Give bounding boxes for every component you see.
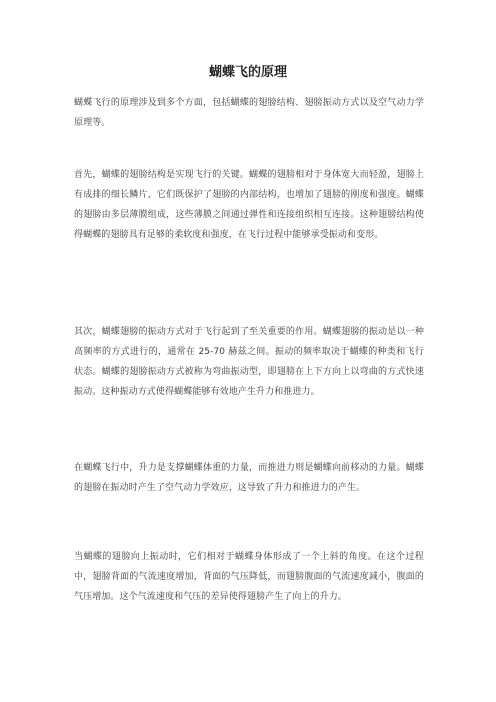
document-title: 蝴蝶飞的原理 <box>208 65 287 80</box>
paragraph-wing-vibration: 其次，蝴蝶翅膀的振动方式对于飞行起到了至关重要的作用。蝴蝶翅膀的振动是以一种高频率的方式进行的，通常在 25-70 赫兹之间。振动的频率取决于蝴蝶的种类和飞行状态。蝴蝶的翅膀振动方式被称为弯曲振动型，即翅膀在上下方向上以弯曲的方式快速振动。这种振动方式使得蝴蝶能够有效地产生升力和推进力。 <box>74 327 424 397</box>
paragraph-wing-structure: 首先，蝴蝶的翅膀结构是实现飞行的关键。蝴蝶的翅膀相对于身体宽大而轻盈，翅膀上有成排的细长鳞片，它们既保护了翅膀的内部结构，也增加了翅膀的刚度和强度。蝴蝶的翅膀由多层薄膜组成，这些薄膜之间通过弹性和连接组织相互连接。这种翅膀结构使得蝴蝶的翅膀具有足够的柔软度和强度，在飞行过程中能够承受振动和变形。 <box>74 170 424 240</box>
paragraph-lift-thrust: 在蝴蝶飞行中，升力是支撑蝴蝶体重的力量，而推进力则是蝴蝶向前移动的力量。蝴蝶的翅膀在振动时产生了空气动力学效应，这导致了升力和推进力的产生。 <box>74 463 424 493</box>
paragraph-upstroke: 当蝴蝶的翅膀向上振动时，它们相对于蝴蝶身体形成了一个上斜的角度。在这个过程中，翅膀背面的气流速度增加，背面的气压降低，而翅膀腹面的气流速度减小，腹面的气压增加。这个气流速度和气压的差异使得翅膀产生了向上的升力。 <box>74 552 424 602</box>
paragraph-intro: 蝴蝶飞行的原理涉及到多个方面，包括蝴蝶的翅膀结构、翅膀振动方式以及空气动力学原理等。 <box>74 98 424 128</box>
